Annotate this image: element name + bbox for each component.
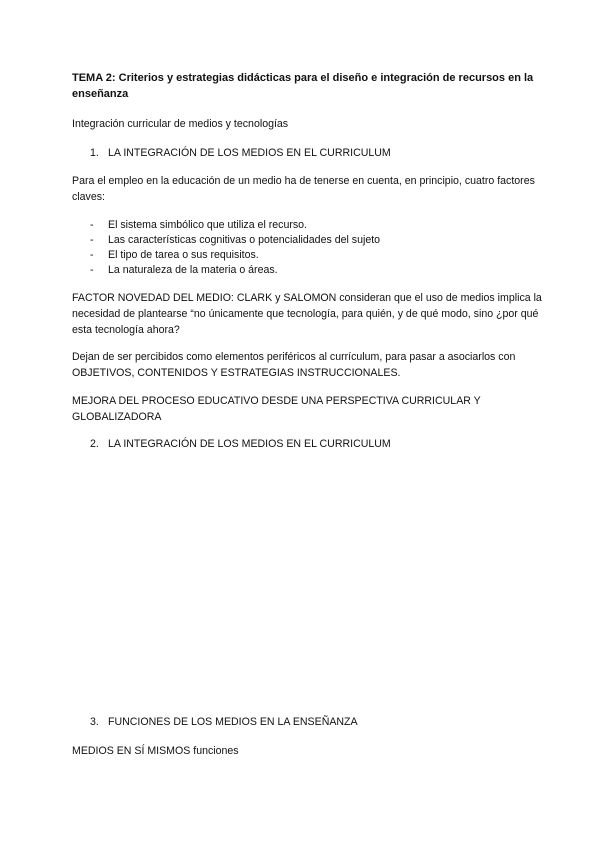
section-heading-2 xyxy=(90,436,530,452)
list-item xyxy=(72,218,542,233)
list-item xyxy=(72,263,542,278)
medios-funciones-paragraph: MEDIOS EN SÍ MISMOS funciones xyxy=(72,745,239,757)
factors-list xyxy=(72,218,542,278)
perifericos-paragraph: Dejan de ser percibidos como elementos periféricos al currículum, para pasar a asociarlos con OBJETIVOS, CONTENIDOS Y ESTRATEGIAS INSTRUCCIONALES. xyxy=(72,351,516,379)
document-subtitle: Integración curricular de medios y tecnologías xyxy=(72,118,289,130)
list-item xyxy=(72,248,542,263)
bullet-dash: - xyxy=(90,234,94,246)
section-number: 1. xyxy=(90,147,99,159)
section-number: 3. xyxy=(90,716,99,728)
section-heading-1 xyxy=(90,145,530,161)
section-number: 2. xyxy=(90,438,99,450)
bullet-dash: - xyxy=(90,264,94,276)
list-item-text: La naturaleza de la materia o áreas. xyxy=(108,264,278,276)
bullet-dash: - xyxy=(90,249,94,261)
list-item-text: El tipo de tarea o sus requisitos. xyxy=(108,249,259,261)
section-heading-text: FUNCIONES DE LOS MEDIOS EN LA ENSEÑANZA xyxy=(108,716,358,728)
mejora-paragraph: MEJORA DEL PROCESO EDUCATIVO DESDE UNA PERSPECTIVA CURRICULAR Y GLOBALIZADORA xyxy=(72,395,481,423)
list-item-text: Las características cognitivas o potencialidades del sujeto xyxy=(108,234,381,246)
list-item xyxy=(72,233,542,248)
intro-paragraph: Para el empleo en la educación de un medio ha de tenerse en cuenta, en principio, cuatro factores claves: xyxy=(72,175,535,203)
bullet-dash: - xyxy=(90,219,94,231)
list-item-text: El sistema simbólico que utiliza el recurso. xyxy=(108,219,308,231)
factor-novedad-paragraph: FACTOR NOVEDAD DEL MEDIO: CLARK y SALOMON consideran que el uso de medios implica la necesidad de plantearse “no únicamente que tecnología, para quién, y de qué modo, sino ¿por qué esta tecnología ahora? xyxy=(72,292,542,336)
section-heading-text: LA INTEGRACIÓN DE LOS MEDIOS EN EL CURRICULUM xyxy=(108,438,391,450)
document-title: TEMA 2: Criterios y estrategias didácticas para el diseño e integración de recursos en la enseñanza xyxy=(72,72,534,100)
section-heading-3 xyxy=(90,714,530,730)
section-heading-text: LA INTEGRACIÓN DE LOS MEDIOS EN EL CURRICULUM xyxy=(108,147,391,159)
